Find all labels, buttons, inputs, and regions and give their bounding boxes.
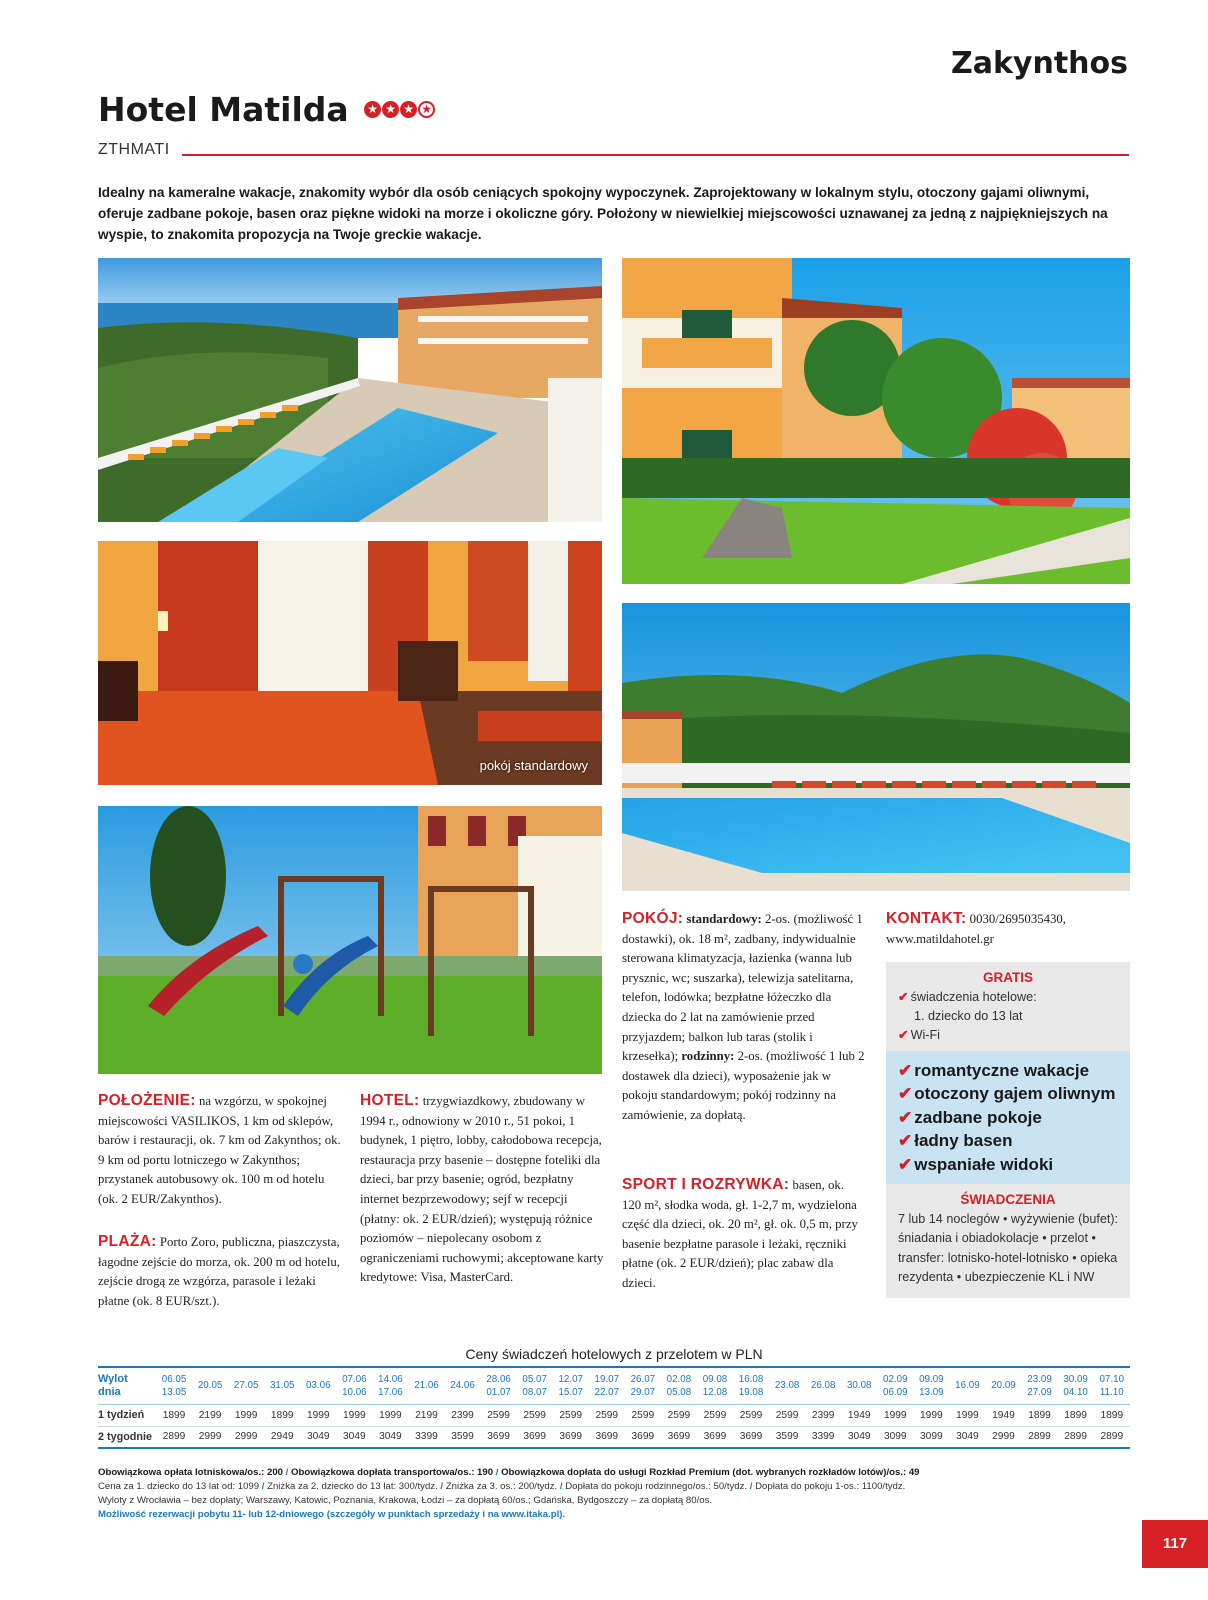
price-cell: 1949 [841, 1404, 877, 1426]
departure-date: 26.08 [805, 1367, 841, 1404]
price-cell: 3099 [877, 1426, 913, 1448]
room-std-text: 2-os. (możliwość 1 dostawki), ok. 18 m², zadbany, indywidualnie sterowana klimatyzacja, łazienka (wanna lub prysznic, wc; suszarka), telewizja satelitarna, telefon, lodówka; bezpłatne łóżeczko dla dziecka do 2 lat na zamówienie przed przyjazdem; balkon lub taras (stolik i krzesełka); [622, 912, 863, 1064]
room-family-label: rodzinny: [681, 1049, 735, 1064]
section-head: KONTAKT: [886, 910, 967, 927]
footnote: Zniżka za 2. dziecko do 13 lat: 300/tydz. [267, 1481, 438, 1492]
hotel-title [98, 82, 436, 129]
price-cell: 3699 [553, 1426, 589, 1448]
price-cell: 1949 [985, 1404, 1021, 1426]
price-row [98, 1404, 1130, 1426]
footnote: Cena za 1. dziecko do 13 lat od: 1099 [98, 1481, 260, 1492]
section-hotel [360, 1091, 604, 1288]
price-cell: 3049 [300, 1426, 336, 1448]
price-cell: 2599 [625, 1404, 661, 1426]
footnote: Wyloty z Wrocławia – bez dopłaty; Warszawy, Katowic, Poznania, Krakowa, Łodzi – za dopłatą 60/os.; Gdańska, Bydgoszczy – za dopłatą 80/os. [98, 1495, 713, 1506]
price-cell: 2199 [408, 1404, 444, 1426]
price-row [98, 1426, 1130, 1448]
departure-date: 09.08 12.08 [697, 1367, 733, 1404]
gratis-section [886, 962, 1130, 1051]
price-cell: 1999 [228, 1404, 264, 1426]
star-rating [364, 82, 436, 121]
price-cell: 2999 [985, 1426, 1021, 1448]
footnotes: Obowiązkowa opłata lotniskowa/os.: 200 / Obowiązkowa dopłata transportowa/os.: 190 / Obowiązkowa dopłata do usługi Rozkład Premium (dot. wybranych rozkładów lotów)/os.: 49 Cena za 1. dziecko do 13 lat od: 1099 / Zniżka za 2. dziecko do 13 lat: 300/tydz. / Zniżka za 3. os.: 200/tydz. / Dopłata do pokoju rodzinnego/os.: 50/tydz. / Dopłata do pokoju 1-os.: 1100/tydz. Wyloty z Wrocławia – bez dopłaty; Warszawy, Katowic, Poznania, Krakowa, Łodzi – za dopłatą 60/os.; Gdańska, Bydgoszczy – za dopłatą 80/os. Możliwość rezerwacji pobytu 11- lub 12-dniowego (szczegóły w punktach sprzedaży i na www.itaka.pl). [98, 1466, 1130, 1522]
benefits-head: ŚWIADCZENIA [960, 1192, 1056, 1208]
highlight-item: ładny basen [914, 1131, 1013, 1151]
footnote-booking: Możliwość rezerwacji pobytu 11- lub 12-dniowego (szczegóły w punktach sprzedaży i na www.itaka.pl). [98, 1509, 566, 1520]
departure-date: 14.06 17.06 [372, 1367, 408, 1404]
price-cell: 3049 [841, 1426, 877, 1448]
price-cell: 2599 [589, 1404, 625, 1426]
departure-date: 20.05 [192, 1367, 228, 1404]
section-pokoj [622, 909, 866, 1126]
price-cell: 1999 [877, 1404, 913, 1426]
price-cell: 1899 [156, 1404, 192, 1426]
intro-paragraph: Idealny na kameralne wakacje, znakomity wybór dla osób ceniących spokojny wypoczynek. Zaprojektowany w lokalnym stylu, otoczony gajami oliwnymi, oferuje zadbane pokoje, basen oraz piękne widoki na morze i okoliczne góry. Położony w niewielkiej miejscowości uznawanej za jedną z najpiękniejszych na wyspie, to znakomita propozycja na Twoje greckie wakacje. [98, 185, 1108, 242]
page-number: 117 [1142, 1520, 1208, 1568]
departure-date: 30.09 04.10 [1058, 1367, 1094, 1404]
price-cell: 2599 [481, 1404, 517, 1426]
price-cell: 1999 [949, 1404, 985, 1426]
departure-date: 27.05 [228, 1367, 264, 1404]
departure-date: 20.09 [985, 1367, 1021, 1404]
departure-date: 07.10 11.10 [1094, 1367, 1130, 1404]
price-cell: 1899 [264, 1404, 300, 1426]
gratis-head: GRATIS [983, 970, 1033, 985]
departure-date: 07.06 10.06 [336, 1367, 372, 1404]
price-cell: 2599 [733, 1404, 769, 1426]
departure-date: 16.08 19.08 [733, 1367, 769, 1404]
price-cell: 2399 [445, 1404, 481, 1426]
departure-date: 06.05 13.05 [156, 1367, 192, 1404]
price-cell: 1899 [1022, 1404, 1058, 1426]
highlight-item: zadbane pokoje [914, 1107, 1042, 1127]
price-cell: 3699 [481, 1426, 517, 1448]
check-icon: ✔ [898, 1028, 909, 1042]
price-cell: 3399 [805, 1426, 841, 1448]
section-text: Porto Zoro, publiczna, piaszczysta, łagodne zejście do morza, ok. 200 m od hotelu, zejście drogą ze wzgórza, parasole i leżaki płatne (ok. 8 EUR/szt.). [98, 1235, 341, 1308]
check-icon: ✔ [898, 1061, 913, 1080]
footnote: Zniżka za 3. os.: 200/tydz. [445, 1481, 558, 1492]
section-head: POŁOŻENIE: [98, 1092, 196, 1109]
section-text: trzygwiazdkowy, zbudowany w 1994 r., odnowiony w 2010 r., 51 pokoi, 1 budynek, 1 piętro, lobby, całodobowa recepcja, restauracja przy basenie – dostępne foteliki dla dzieci, bar przy basenie; ogród, bezpłatny internet bezprzewodowy; sejf w recepcji (płatny: ok. 2 EUR/dzień); występują różnice poziomów – niepolecany osobom z ograniczeniami ruchowymi; akceptowane karty kredytowe: Visa, MasterCard. [360, 1094, 604, 1285]
price-cell: 3049 [372, 1426, 408, 1448]
price-cell: 3699 [517, 1426, 553, 1448]
section-head: HOTEL: [360, 1092, 420, 1109]
gratis-item: 1. dziecko do 13 lat [914, 1009, 1023, 1023]
departure-date: 24.06 [445, 1367, 481, 1404]
price-cell: 3049 [949, 1426, 985, 1448]
footnote: Obowiązkowa dopłata do usługi Rozkład Premium (dot. wybranych rozkładów lotów)/os.: 49 [501, 1467, 920, 1478]
photo-playground [98, 806, 602, 1074]
price-cell: 1999 [336, 1404, 372, 1426]
section-polozenie [98, 1091, 346, 1210]
check-icon: ✔ [898, 1107, 913, 1127]
price-cell: 3699 [697, 1426, 733, 1448]
price-cell: 2399 [805, 1404, 841, 1426]
photo-standard-room [98, 541, 602, 785]
price-cell: 3699 [589, 1426, 625, 1448]
photo-pool-aerial [98, 258, 602, 522]
section-head: SPORT I ROZRYWKA: [622, 1176, 790, 1193]
gratis-item: świadczenia hotelowe: [910, 990, 1037, 1004]
price-cell: 1999 [913, 1404, 949, 1426]
photo-caption: pokój standardowy [479, 758, 588, 773]
section-text: na wzgórzu, w spokojnej miejscowości VASILIKOS, 1 km od sklepów, barów i restauracji, ok. 7 km od Zakynthos; ok. 9 km od portu lotniczego w Zakynthos; przystanek autobusowy ok. 100 m od hotelu (ok. 2 EUR/Zakynthos). [98, 1094, 341, 1206]
duration-label: 1 tydzień [98, 1404, 156, 1426]
price-cell: 3099 [913, 1426, 949, 1448]
info-box [886, 962, 1130, 1298]
photo-hotel-building [622, 258, 1130, 584]
hotel-name: Hotel Matilda [98, 90, 349, 129]
departure-date: 19.07 22.07 [589, 1367, 625, 1404]
price-cell: 2899 [156, 1426, 192, 1448]
duration-label: 2 tygodnie [98, 1426, 156, 1448]
departure-date: 09.09 13.09 [913, 1367, 949, 1404]
benefits-text: 7 lub 14 noclegów • wyżywienie (bufet): śniadania i obiadokolacje • przelot • transfer: lotnisko-hotel-lotnisko • opieka rezydenta • ubezpieczenie KL i NW [898, 1212, 1119, 1285]
price-cell: 2599 [553, 1404, 589, 1426]
room-family-text: 2-os. (możliwość 1 lub 2 dostawek dla dzieci), wyposażenie jak w pokoju standardowym; pokój rodzinny na zamówienie, za dopłatą. [622, 1049, 865, 1122]
price-cell: 3699 [625, 1426, 661, 1448]
price-cell: 1999 [300, 1404, 336, 1426]
price-cell: 2599 [517, 1404, 553, 1426]
section-head: POKÓJ: [622, 910, 684, 927]
check-icon: ✔ [898, 1131, 913, 1151]
section-kontakt [886, 909, 1130, 949]
price-cell: 3049 [336, 1426, 372, 1448]
price-table [98, 1366, 1130, 1449]
departure-date: 02.09 06.09 [877, 1367, 913, 1404]
departure-label: Wylot dnia [98, 1367, 156, 1404]
benefits-section [886, 1184, 1130, 1298]
region-title: Zakynthos [950, 46, 1128, 81]
footnote: Obowiązkowa opłata lotniskowa/os.: 200 [98, 1467, 283, 1478]
departure-date: 23.09 27.09 [1022, 1367, 1058, 1404]
highlight-item: romantyczne wakacje [914, 1061, 1090, 1080]
check-icon: ✔ [898, 1154, 913, 1174]
section-text: basen, ok. 120 m², słodka woda, gł. 1-2,7 m, wydzielona część dla dzieci, ok. 20 m², gł. ok. 0,5 m, przy basenie bezpłatne parasole i leżaki, ręczniki płatne (ok. 2 EUR/dzień); plac zabaw dla dzieci. [622, 1178, 858, 1290]
half-star-icon: ★ [418, 101, 435, 118]
departure-date: 23.08 [769, 1367, 805, 1404]
departure-date: 30.08 [841, 1367, 877, 1404]
section-plaza [98, 1232, 346, 1311]
price-cell: 3599 [445, 1426, 481, 1448]
location-name: ZTHMATI [98, 141, 170, 158]
departure-date: 05.07 08.07 [517, 1367, 553, 1404]
room-std-label: standardowy: [686, 912, 762, 926]
price-cell: 2899 [1022, 1426, 1058, 1448]
price-cell: 1899 [1094, 1404, 1130, 1426]
gratis-item: Wi-Fi [910, 1028, 940, 1042]
departure-date: 02.08 05.08 [661, 1367, 697, 1404]
price-cell: 2599 [769, 1404, 805, 1426]
highlight-item: otoczony gajem oliwnym [914, 1084, 1116, 1104]
price-cell: 2999 [192, 1426, 228, 1448]
departure-date: 26.07 29.07 [625, 1367, 661, 1404]
price-cell: 3399 [408, 1426, 444, 1448]
departure-date: 12.07 15.07 [553, 1367, 589, 1404]
section-head: PLAŻA: [98, 1233, 157, 1250]
footnote: Dopłata do pokoju 1-os.: 1100/tydz. [755, 1481, 906, 1492]
check-icon: ✔ [898, 1084, 913, 1104]
departure-date: 16.09 [949, 1367, 985, 1404]
departure-date: 03.06 [300, 1367, 336, 1404]
section-sport [622, 1175, 866, 1294]
highlights-list [886, 1051, 1130, 1184]
footnote: Obowiązkowa dopłata transportowa/os.: 190 [291, 1467, 494, 1478]
departure-date: 31.05 [264, 1367, 300, 1404]
price-cell: 2949 [264, 1426, 300, 1448]
price-cell: 3699 [661, 1426, 697, 1448]
price-cell: 3699 [733, 1426, 769, 1448]
star-icon: ★ [364, 101, 381, 118]
contact-text: 0030/2695035430, www.matildahotel.gr [886, 912, 1067, 946]
star-icon: ★ [382, 101, 399, 118]
price-header-row [98, 1367, 1130, 1404]
price-cell: 2599 [697, 1404, 733, 1426]
price-cell: 2599 [661, 1404, 697, 1426]
price-cell: 1899 [1058, 1404, 1094, 1426]
photo-pool-mountain [622, 603, 1130, 891]
price-cell: 2199 [192, 1404, 228, 1426]
departure-date: 28.06 01.07 [481, 1367, 517, 1404]
price-cell: 2899 [1058, 1426, 1094, 1448]
price-table-title: Ceny świadczeń hotelowych z przelotem w PLN [465, 1346, 763, 1362]
highlight-item: wspaniałe widoki [914, 1154, 1054, 1174]
check-icon: ✔ [898, 990, 909, 1004]
star-icon: ★ [400, 101, 417, 118]
header-divider [182, 154, 1129, 156]
footnote: Dopłata do pokoju rodzinnego/os.: 50/tydz. [565, 1481, 748, 1492]
price-cell: 3599 [769, 1426, 805, 1448]
price-cell: 2999 [228, 1426, 264, 1448]
price-cell: 2899 [1094, 1426, 1130, 1448]
price-cell: 1999 [372, 1404, 408, 1426]
departure-date: 21.06 [408, 1367, 444, 1404]
